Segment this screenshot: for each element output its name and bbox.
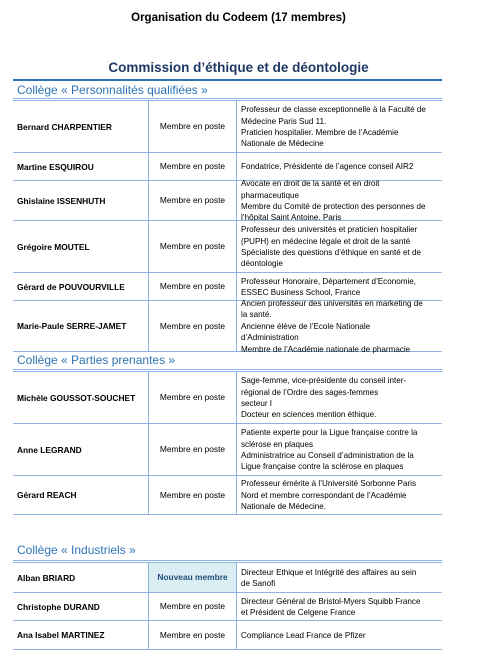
description-line: Ancien professeur des universités en marketing de <box>241 298 423 308</box>
description-line: Sage-femme, vice-présidente du conseil inter- <box>241 376 407 386</box>
member-name: Grégoire MOUTEL <box>17 241 90 252</box>
member-status: Membre en poste <box>148 153 237 180</box>
description-line: pharmaceutique <box>241 190 300 200</box>
member-description <box>237 476 442 514</box>
description-line: déontologie <box>241 259 283 269</box>
description-line: Docteur en sciences mention éthique. <box>241 410 377 420</box>
member-status: Membre en poste <box>148 101 237 152</box>
member-description <box>237 221 442 272</box>
member-status: Membre en poste <box>148 301 237 351</box>
description-line: Fondatrice, Présidente de l’agence conseil AIR2 <box>241 162 414 172</box>
member-description <box>237 101 442 152</box>
description-line: Ancienne élève de l’Ecole Nationale <box>241 321 371 331</box>
description-line: Avocate en droit de la santé et en droit <box>241 179 380 189</box>
member-description <box>237 563 442 592</box>
description-line: Nationale de Médecine. <box>241 502 327 512</box>
member-row <box>13 562 442 592</box>
document-title: Organisation du Codeem (17 membres) <box>131 12 346 24</box>
commission-title: Commission d’éthique et de déontologie <box>108 60 369 75</box>
member-description <box>237 273 442 300</box>
description-line: régional de l’Ordre des sages-femmes <box>241 387 379 397</box>
description-line: Médecine Paris Sud 11. <box>241 116 327 126</box>
member-description <box>237 153 442 180</box>
description-line: Praticien hospitalier. Membre de l’Académie <box>241 128 399 137</box>
member-row <box>13 620 442 650</box>
member-name: Christophe DURAND <box>17 601 100 612</box>
description-line: Professeur émérite à l’Université Sorbonne Paris <box>241 479 416 489</box>
member-name: Marie-Paule SERRE-JAMET <box>17 321 127 331</box>
description-line: sclérose en plaques <box>241 439 313 449</box>
description-line: Ligue française contre la sclérose en plaques <box>241 462 404 472</box>
college-rule <box>13 98 442 99</box>
member-row <box>13 220 442 272</box>
member-row <box>13 300 442 352</box>
member-name: Ana Isabel MARTINEZ <box>17 630 105 640</box>
description-line: Membre de l’Académie nationale de pharmacie <box>241 344 411 354</box>
description-line: Membre du Comité de protection des personnes de <box>241 202 426 211</box>
member-status: Nouveau membre <box>148 563 237 592</box>
college-heading: Collège « Parties prenantes » <box>17 353 176 367</box>
description-line: Spécialiste des questions d’éthique en santé et de <box>241 248 421 257</box>
member-description <box>237 593 442 620</box>
title-rule <box>13 79 442 81</box>
member-status: Membre en poste <box>148 593 237 620</box>
member-name: Bernard CHARPENTIER <box>17 121 112 132</box>
member-row <box>13 475 442 515</box>
member-status: Membre en poste <box>148 221 237 272</box>
description-line: l’hôpital Saint Antoine, Paris <box>241 213 342 223</box>
member-name: Ghislaine ISSENHUTH <box>17 195 106 206</box>
member-status: Membre en poste <box>148 476 237 514</box>
member-description <box>237 179 442 223</box>
member-description <box>237 424 442 475</box>
college-heading: Collège « Industriels » <box>17 543 136 557</box>
description-line: de Sanofi <box>241 579 276 588</box>
member-description <box>237 621 442 649</box>
college-heading: Collège « Personnalités qualifiées » <box>17 83 208 97</box>
member-description <box>237 298 442 354</box>
description-line: Nationale de Médecine <box>241 139 324 149</box>
description-line: Administratrice au Conseil d’administration de la <box>241 451 414 460</box>
description-line: d’Administration <box>241 333 299 343</box>
description-line: Directeur Ethique et Intégrité des affaires au sein <box>241 567 417 577</box>
description-line: Compliance Lead France de Pfizer <box>241 630 366 640</box>
college-rule <box>13 369 442 370</box>
member-row <box>13 371 442 423</box>
member-row <box>13 423 442 475</box>
description-line: Professeur des universités et praticien hospitalier <box>241 225 418 235</box>
member-row <box>13 592 442 620</box>
description-line: ESSEC Business School, France <box>241 288 361 297</box>
description-line: la santé. <box>241 310 272 320</box>
member-status: Membre en poste <box>148 621 237 649</box>
member-status: Membre en poste <box>148 181 237 220</box>
member-name: Gérard de POUVOURVILLE <box>17 281 125 292</box>
member-name: Anne LEGRAND <box>17 444 82 455</box>
member-row <box>13 100 442 152</box>
member-row <box>13 152 442 180</box>
description-line: et Président de Celgene France <box>241 608 356 617</box>
member-name: Michèle GOUSSOT-SOUCHET <box>17 392 136 403</box>
member-status: Membre en poste <box>148 424 237 475</box>
member-description <box>237 372 442 423</box>
member-status: Membre en poste <box>148 372 237 423</box>
description-line: Professeur de classe exceptionnelle à la Faculté de <box>241 105 426 115</box>
member-row <box>13 179 442 223</box>
member-row <box>13 272 442 300</box>
member-name: Gérard REACH <box>17 490 77 500</box>
description-line: Patiente experte pour la Ligue française contre la <box>241 428 418 438</box>
member-name: Martine ESQUIROU <box>17 161 94 172</box>
description-line: secteur I <box>241 399 273 408</box>
member-status: Membre en poste <box>148 273 237 300</box>
description-line: Professeur Honoraire, Département d’Economie, <box>241 276 416 286</box>
description-line: Directeur Général de Bristol-Myers Squibb France <box>241 596 421 606</box>
description-line: (PUPH) en médecine légale et droit de la santé <box>241 236 411 246</box>
college-rule <box>13 560 442 561</box>
member-name: Alban BRIARD <box>17 572 76 583</box>
description-line: Nord et membre correspondant de l’Académie <box>241 490 407 500</box>
